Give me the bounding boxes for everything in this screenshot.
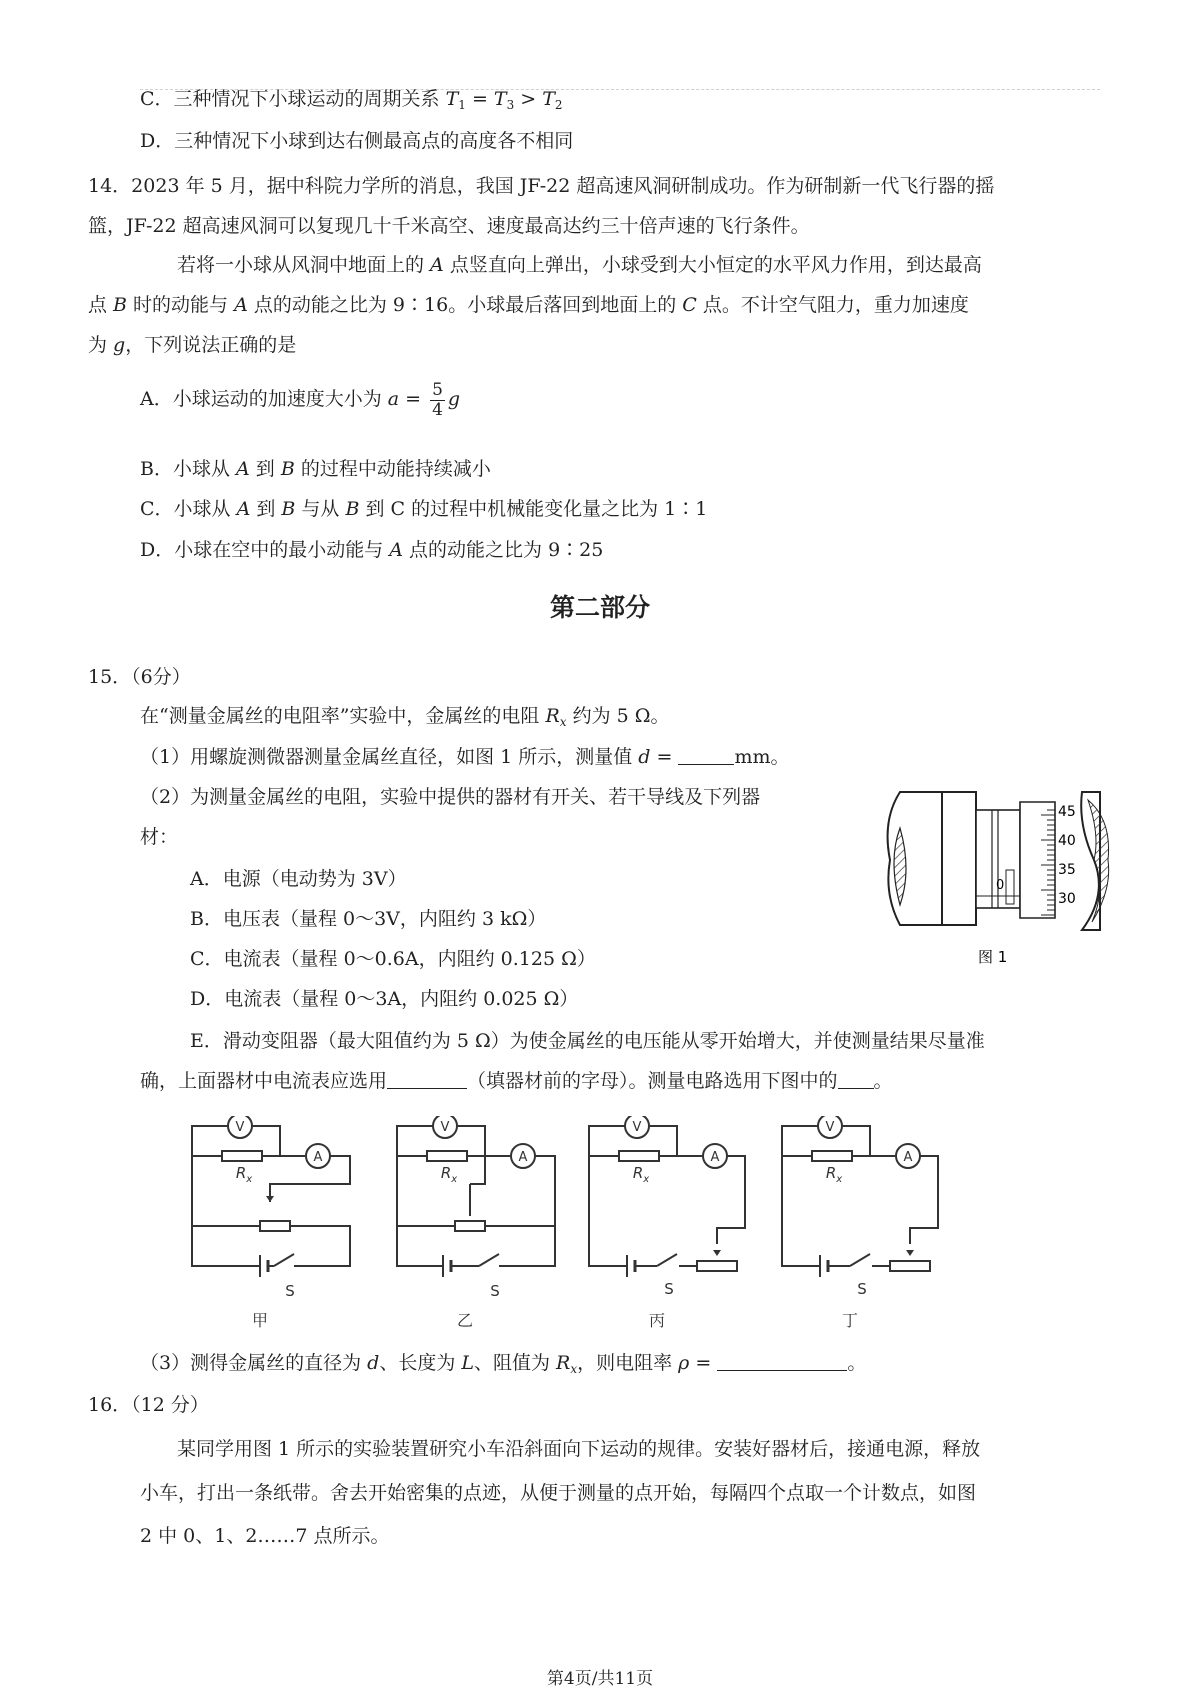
q13-option-c: C．三种情况下小球运动的周期关系 $T_1 = T_3 > T_2$ [140, 88, 563, 112]
rheostat [890, 1261, 930, 1271]
answer-blank-ammeter[interactable] [387, 1068, 467, 1089]
voltmeter-label: V [632, 1120, 642, 1135]
circuit-2 [397, 1116, 555, 1330]
q14-option-b: B．小球从 A 到 B 的过程中动能持续减小 [140, 458, 491, 480]
q15-number: 15．（6分） [88, 666, 191, 688]
resistor-rx-label: $R_x$ [825, 1164, 843, 1185]
resistor-rx [619, 1151, 659, 1161]
switch-label: S [490, 1282, 500, 1300]
q15-item-a: A．电源（电动势为 3V） [190, 868, 407, 890]
micrometer-caption: 图 1 [978, 948, 1008, 966]
q14-stem-line-1: 14．2023 年 5 月，据中科院力学所的消息，我国 JF-22 超高速风洞研制成功。作为研制新一代飞行器的摇 [88, 175, 995, 197]
resistor-rx-label: $R_x$ [235, 1164, 253, 1185]
q16-line-3: 2 中 0、1、2……7 点所示。 [140, 1525, 390, 1547]
circuit-diagrams [190, 1116, 1040, 1336]
circuit-name: 乙 [456, 1311, 474, 1330]
switch-label: S [285, 1282, 295, 1300]
rheostat [260, 1221, 290, 1231]
q14-option-a: A．小球运动的加速度大小为 a = $\frac{5}{4}$ g [140, 379, 461, 420]
wire [485, 1226, 555, 1266]
switch-label: S [857, 1280, 867, 1298]
resistor-rx [427, 1151, 467, 1161]
wire [589, 1156, 627, 1266]
micrometer-tick-40: 40 [1058, 833, 1076, 849]
q15-item-d: D．电流表（量程 0～3A，内阻约 0.025 Ω） [190, 988, 579, 1010]
q13-option-d: D．三种情况下小球到达右侧最高点的高度各不相同 [140, 130, 574, 152]
q14-stem-line-2: 篮，JF-22 超高速风洞可以复现几十千米高空、速度最高达约三十倍声速的飞行条件。 [88, 215, 810, 237]
wire [192, 1226, 260, 1266]
wire [397, 1226, 443, 1266]
rheostat [455, 1221, 485, 1231]
q15-item-e-line-2: 确，上面器材中电流表应选用 （填器材前的字母）。测量电路选用下图中的 。 [140, 1070, 893, 1092]
circuit-4 [782, 1116, 938, 1330]
q15-item-c: C．电流表（量程 0～0.6A，内阻约 0.125 Ω） [190, 948, 596, 970]
wire [910, 1156, 938, 1244]
ammeter-label: A [313, 1150, 323, 1165]
rheostat-slider [906, 1250, 914, 1256]
circuit-name: 丙 [648, 1311, 666, 1330]
answer-blank-resistivity[interactable] [717, 1350, 847, 1371]
voltmeter-label: V [440, 1120, 450, 1135]
micrometer-figure [880, 780, 1110, 970]
q15-part-1: （1）用螺旋测微器测量金属丝直径，如图 1 所示，测量值 d = mm。 [140, 746, 790, 768]
q15-part-2-line-2: 材： [140, 826, 179, 848]
switch-blade [274, 1254, 294, 1266]
q15-item-e: E．滑动变阻器（最大阻值约为 5 Ω）为使金属丝的电压能从零开始增大，并使测量结果尽量准 [190, 1030, 985, 1052]
page-footer: 第4页/共11页 [546, 1669, 654, 1689]
wire [290, 1226, 350, 1266]
micrometer-tick-35: 35 [1058, 862, 1076, 878]
q14-stem-line-3: 若将一小球从风洞中地面上的 A 点竖直向上弹出，小球受到大小恒定的水平风力作用，到达最高 [177, 254, 982, 276]
micrometer-tick-45: 45 [1058, 804, 1076, 820]
switch-label: S [664, 1280, 674, 1298]
circuit-1 [192, 1116, 350, 1330]
switch-blade [479, 1254, 499, 1266]
wire [397, 1156, 445, 1226]
ammeter-label: A [903, 1150, 913, 1165]
q14-option-d: D．小球在空中的最小动能与 A 点的动能之比为 9∶25 [140, 539, 604, 561]
wire [717, 1156, 745, 1244]
switch-blade [850, 1254, 870, 1266]
q16-number: 16．（12 分） [88, 1394, 209, 1416]
ammeter-label: A [518, 1150, 528, 1165]
resistor-rx [812, 1151, 852, 1161]
section-heading: 第二部分 [549, 593, 650, 622]
answer-blank-diameter[interactable] [678, 744, 734, 765]
q15-intro: 在“测量金属丝的电阻率”实验中，金属丝的电阻 $R_x$ 约为 5 Ω。 [140, 705, 670, 729]
voltmeter-label: V [825, 1120, 835, 1135]
wire [192, 1156, 260, 1226]
circuit-name: 甲 [251, 1311, 269, 1330]
rheostat [697, 1261, 737, 1271]
fraction-five-fourths: $\frac{5}{4}$ [432, 379, 443, 420]
q14-stem-line-4: 点 B 时的动能与 A 点的动能之比为 9∶16。小球最后落回到地面上的 C 点。不计空气阻力，重力加速度 [88, 294, 969, 316]
resistor-rx [222, 1151, 262, 1161]
wire [782, 1156, 820, 1266]
rheostat-slider [266, 1196, 274, 1202]
switch-blade [657, 1254, 677, 1266]
q15-part-2-line-1: （2）为测量金属丝的电阻，实验中提供的器材有开关、若干导线及下列器 [140, 786, 761, 808]
q14-option-c: C．小球从 A 到 B 与从 B 到 C 的过程中机械能变化量之比为 1∶1 [140, 498, 708, 520]
ammeter-label: A [710, 1150, 720, 1165]
resistor-rx-label: $R_x$ [632, 1164, 650, 1185]
resistor-rx-label: $R_x$ [440, 1164, 458, 1185]
rheostat-slider [713, 1250, 721, 1256]
q16-line-1: 某同学用图 1 所示的实验装置研究小车沿斜面向下运动的规律。安装好器材后，接通电源，释放 [177, 1438, 981, 1460]
circuit-3 [589, 1116, 745, 1330]
voltmeter-label: V [235, 1120, 245, 1135]
q15-item-b: B．电压表（量程 0～3V，内阻约 3 kΩ） [190, 908, 547, 930]
q15-part-3: （3）测得金属丝的直径为 d、长度为 L、阻值为 $R_x$，则电阻率 ρ = 。 [140, 1352, 867, 1376]
answer-blank-circuit[interactable] [838, 1068, 874, 1089]
circuit-name: 丁 [841, 1311, 859, 1330]
wire [535, 1156, 555, 1226]
q16-line-2: 小车，打出一条纸带。舍去开始密集的点迹，从便于测量的点开始，每隔四个点取一个计数点，如图 [140, 1482, 977, 1504]
q14-stem-line-5: 为 g，下列说法正确的是 [88, 334, 297, 356]
micrometer-tick-30: 30 [1058, 891, 1076, 907]
micrometer-zero-mark: 0 [996, 878, 1005, 893]
